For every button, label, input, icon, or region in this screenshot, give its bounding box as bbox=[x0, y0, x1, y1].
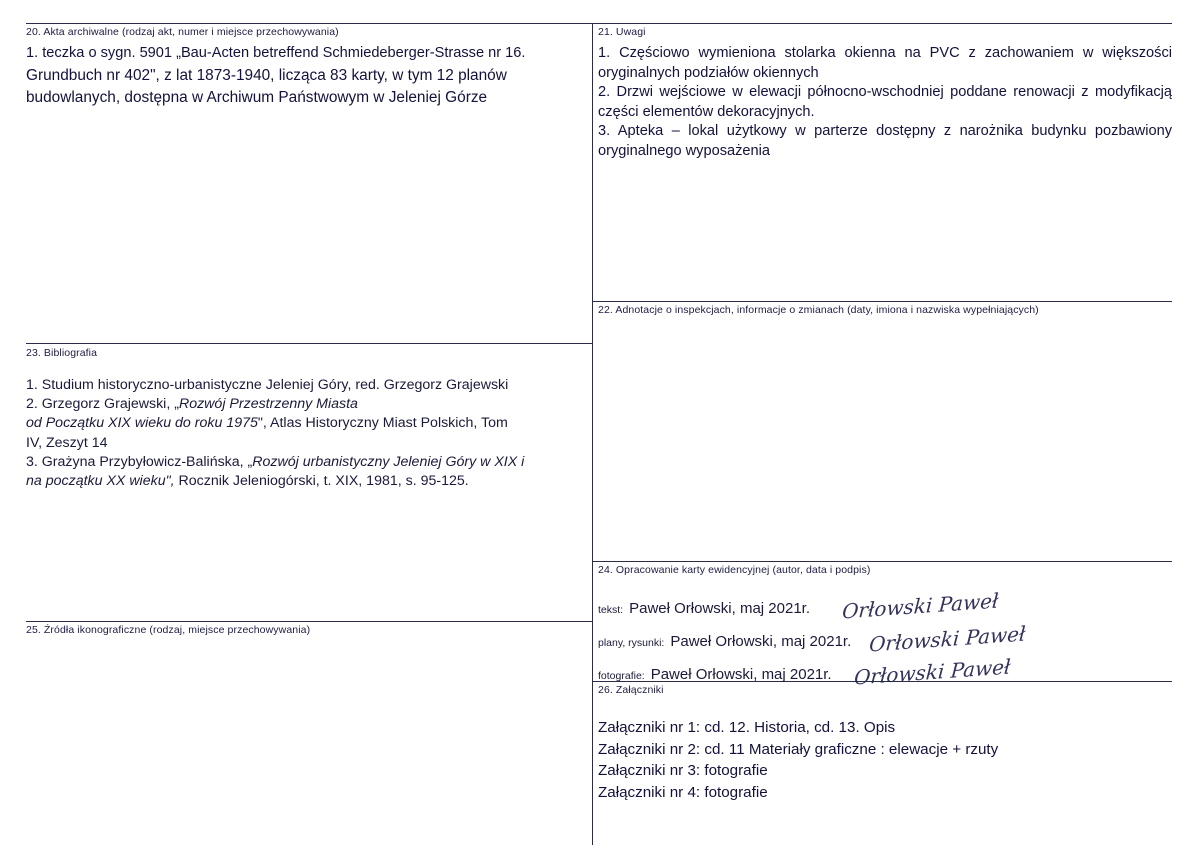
attachment-line-1: Załączniki nr 1: cd. 12. Historia, cd. 13. Opis bbox=[598, 719, 896, 737]
field-23-bibliography bbox=[26, 347, 592, 491]
authorship-row-plans-value: Paweł Orłowski, maj 2021r. bbox=[670, 633, 852, 651]
field-21-item-2: 2. Drzwi wejściowe w elewacji północno-wschodniej poddane renowacji z modyfikacją części elementów dekoracyjnych. bbox=[598, 84, 1172, 120]
field-20-line-1: 1. teczka o sygn. 5901 „Bau-Acten betreffend Schmiedeberger-Strasse nr 16. bbox=[26, 45, 526, 62]
field-22-content[interactable] bbox=[598, 317, 1172, 517]
authorship-row-text bbox=[598, 588, 1172, 624]
bibliography-entry-4-text: IV, Zeszyt 14 bbox=[26, 434, 108, 451]
field-24-card-authorship bbox=[598, 564, 1172, 693]
field-25-label: 25. Źródła ikonograficzne (rodzaj, miejsce przechowywania) bbox=[26, 624, 311, 636]
signature-mark-text: Orłowski Paweł bbox=[841, 588, 1000, 624]
rule-f22-top bbox=[593, 301, 1172, 302]
field-21-remarks bbox=[598, 26, 1172, 161]
attachment-line-4: Załączniki nr 4: fotografie bbox=[598, 783, 768, 801]
field-25-content[interactable] bbox=[26, 637, 592, 807]
bibliography-entry-3-title: od Początku XIX wieku do roku 1975 bbox=[26, 415, 258, 432]
bibliography-entry-3 bbox=[26, 414, 592, 433]
field-20-label: 20. Akta archiwalne (rodzaj akt, numer i miejsce przechowywania) bbox=[26, 26, 339, 38]
bibliography-entry-4 bbox=[26, 434, 592, 453]
rule-f24-top bbox=[593, 561, 1172, 562]
field-21-item-1: 1. Częściowo wymieniona stolarka okienna na PVC z zachowaniem w większości oryginalnych podziałów okiennych bbox=[598, 45, 1172, 81]
field-26-label: 26. Załączniki bbox=[598, 684, 664, 696]
bibliography-entry-1-text: 1. Studium historyczno-urbanistyczne Jeleniej Góry, red. Grzegorz Grajewski bbox=[26, 377, 509, 394]
authorship-row-plans-key: plany, rysunki: bbox=[598, 637, 665, 650]
field-24-label: 24. Opracowanie karty ewidencyjnej (autor, data i podpis) bbox=[598, 564, 871, 576]
authorship-row-photos-key: fotografie: bbox=[598, 670, 645, 683]
rule-f23-top bbox=[26, 343, 593, 344]
bibliography-entry-5-title: Rozwój urbanistyczny Jeleniej Góry w XIX i bbox=[252, 453, 525, 470]
authorship-row-text-key: tekst: bbox=[598, 604, 624, 617]
field-22-label: 22. Adnotacje o inspekcjach, informacje o zmianach (daty, imiona i nazwiska wypełniających) bbox=[598, 304, 1039, 316]
field-23-label: 23. Bibliografia bbox=[26, 347, 98, 359]
field-20-line-3: budowlanych, dostępna w Archiwum Państwowym w Jeleniej Górze bbox=[26, 89, 488, 107]
bibliography-entry-1 bbox=[26, 376, 592, 395]
bibliography-entry-6-text: Rocznik Jeleniogórski, t. XIX, 1981, s. 95-125. bbox=[178, 472, 469, 489]
field-26-attachments bbox=[598, 684, 1172, 803]
field-21-item-3: 3. Apteka – lokal użytkowy w parterze dostępny z narożnika budynku pozbawiony oryginalnego wyposażenia bbox=[598, 123, 1172, 159]
bibliography-entry-2-title: Rozwój Przestrzenny Miasta bbox=[178, 396, 358, 413]
signature-mark-photos: Orłowski Paweł bbox=[852, 654, 1011, 690]
signature-mark-plans: Orłowski Paweł bbox=[868, 621, 1027, 657]
field-22-inspection-annotations bbox=[598, 304, 1172, 554]
bibliography-entry-2-text: 2. Grzegorz Grajewski, „ bbox=[26, 396, 179, 413]
bibliography-entry-3-text: ", Atlas Historyczny Miast Polskich, Tom bbox=[257, 415, 508, 432]
bibliography-entry-6 bbox=[26, 472, 592, 491]
attachment-line-3: Załączniki nr 3: fotografie bbox=[598, 762, 768, 780]
authorship-row-text-value: Paweł Orłowski, maj 2021r. bbox=[629, 600, 810, 618]
rule-f25-top bbox=[26, 621, 593, 622]
rule-vertical-divider bbox=[592, 23, 593, 845]
field-25-iconographic-sources bbox=[26, 624, 592, 839]
authorship-row-plans bbox=[598, 621, 1172, 657]
field-20-line-2: Grundbuch nr 402", z lat 1873-1940, licząca 83 karty, w tym 12 planów bbox=[26, 66, 507, 84]
bibliography-entry-6-title: na początku XX wieku", bbox=[26, 472, 179, 489]
field-21-label: 21. Uwagi bbox=[598, 26, 646, 38]
bibliography-entry-5 bbox=[26, 453, 592, 472]
bibliography-entry-2 bbox=[26, 395, 592, 414]
field-20-archival-records bbox=[26, 26, 586, 109]
rule-top bbox=[26, 23, 1172, 24]
bibliography-entry-5-text: 3. Grażyna Przybyłowicz-Balińska, „ bbox=[26, 453, 253, 470]
authorship-row-photos-value: Paweł Orłowski, maj 2021r. bbox=[650, 666, 832, 684]
attachment-line-2: Załączniki nr 2: cd. 11 Materiały graficzne : elewacje + rzuty bbox=[598, 740, 999, 758]
